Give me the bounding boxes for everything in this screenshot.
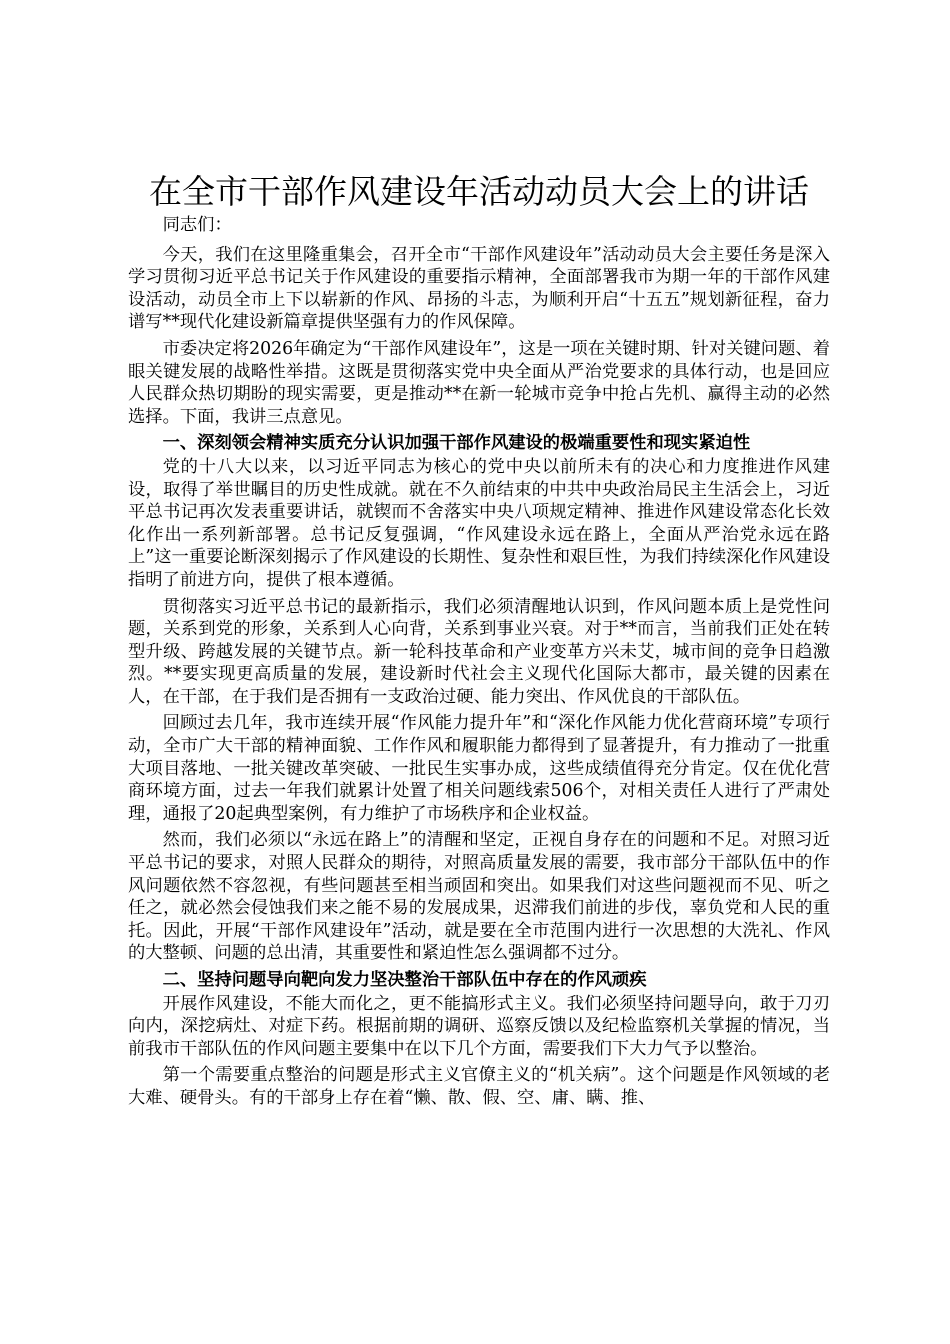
- paragraph-4: 贯彻落实习近平总书记的最新指示，我们必须清醒地认识到，作风问题本质上是党性问题，关系到党的形象，关系到人心向背，关系到事业兴衰。对于**而言，当前我们正处在转型升级、跨越发展的关键节点。新一轮科技革命和产业变革方兴未艾，城市间的竞争日趋激烈。**要实现更高质量的发展，建设新时代社会主义现代化国际大都市，最关键的因素在人，在干部，在于我们是否拥有一支政治过硬、能力突出、作风优良的干部队伍。: [128, 596, 830, 707]
- paragraph-2: 市委决定将2026年确定为“干部作风建设年”，这是一项在关键时期、针对关键问题、着眼关键发展的战略性举措。这既是贯彻落实党中央全面从严治党要求的具体行动，也是回应人民群众热切期盼的现实需要，更是推动**在新一轮城市竞争中抢占先机、赢得主动的必然选择。下面，我讲三点意见。: [128, 338, 830, 427]
- paragraph-8: 第一个需要重点整治的问题是形式主义官僚主义的“机关病”。这个问题是作风领域的老大难、硬骨头。有的干部身上存在着“懒、散、假、空、庸、瞒、推、: [128, 1065, 830, 1108]
- paragraph-5: 回顾过去几年，我市连续开展“作风能力提升年”和“深化作风能力优化营商环境”专项行动，全市广大干部的精神面貌、工作作风和履职能力都得到了显著提升，有力推动了一批重大项目落地、一批关键改革突破、一批民生实事办成，这些成绩值得充分肯定。仅在优化营商环境方面，过去一年我们就累计处置了相关问题线索506个，对相关责任人进行了严肃处理，通报了20起典型案例，有力维护了市场秩序和企业权益。: [128, 713, 830, 824]
- paragraph-1: 今天，我们在这里隆重集会，召开全市“干部作风建设年”活动动员大会主要任务是深入学习贯彻习近平总书记关于作风建设的重要指示精神，全面部署我市为期一年的干部作风建设活动，动员全市上下以崭新的作风、昂扬的斗志，为顺利开启“十五五”规划新征程，奋力谱写**现代化建设新篇章提供坚强有力的作风保障。: [128, 244, 830, 333]
- salutation: 同志们：: [162, 215, 232, 235]
- section-heading-2: 二、坚持问题导向靶向发力坚决整治干部队伍中存在的作风顽疾: [162, 970, 647, 990]
- document-title: 在全市干部作风建设年活动动员大会上的讲话: [149, 172, 809, 211]
- document-page: [128, 170, 830, 1114]
- section-heading-1: 一、深刻领会精神实质充分认识加强干部作风建设的极端重要性和现实紧迫性: [162, 433, 751, 454]
- paragraph-7: 开展作风建设，不能大而化之，更不能搞形式主义。我们必须坚持问题导向，敢于刀刃向内，深挖病灶、对症下药。根据前期的调研、巡察反馈以及纪检监察机关掌握的情况，当前我市干部队伍的作风问题主要集中在以下几个方面，需要我们下大力气予以整治。: [128, 993, 830, 1059]
- paragraph-3: 党的十八大以来，以习近平同志为核心的党中央以前所未有的决心和力度推进作风建设，取得了举世瞩目的历史性成就。就在不久前结束的中共中央政治局民主生活会上，习近平总书记再次发表重要讲话，就锲而不舍落实中央八项规定精神、推进作风建设常态化长效化作出一系列新部署。总书记反复强调，“作风建设永远在路上，全面从严治党永远在路上”这一重要论断深刻揭示了作风建设的长期性、复杂性和艰巨性，为我们持续深化作风建设指明了前进方向，提供了根本遵循。: [128, 456, 830, 590]
- paragraph-6: 然而，我们必须以“永远在路上”的清醒和坚定，正视自身存在的问题和不足。对照习近平总书记的要求，对照人民群众的期待，对照高质量发展的需要，我市部分干部队伍中的作风问题依然不容忽视，有些问题甚至相当顽固和突出。如果我们对这些问题视而不见、听之任之，就必然会侵蚀我们来之能不易的发展成果，迟滞我们前进的步伐，辜负党和人民的重托。因此，开展“干部作风建设年”活动，就是要在全市范围内进行一次思想的大洗礼、作风的大整顿、问题的总出清，其重要性和紧迫性怎么强调都不过分。: [128, 830, 830, 964]
